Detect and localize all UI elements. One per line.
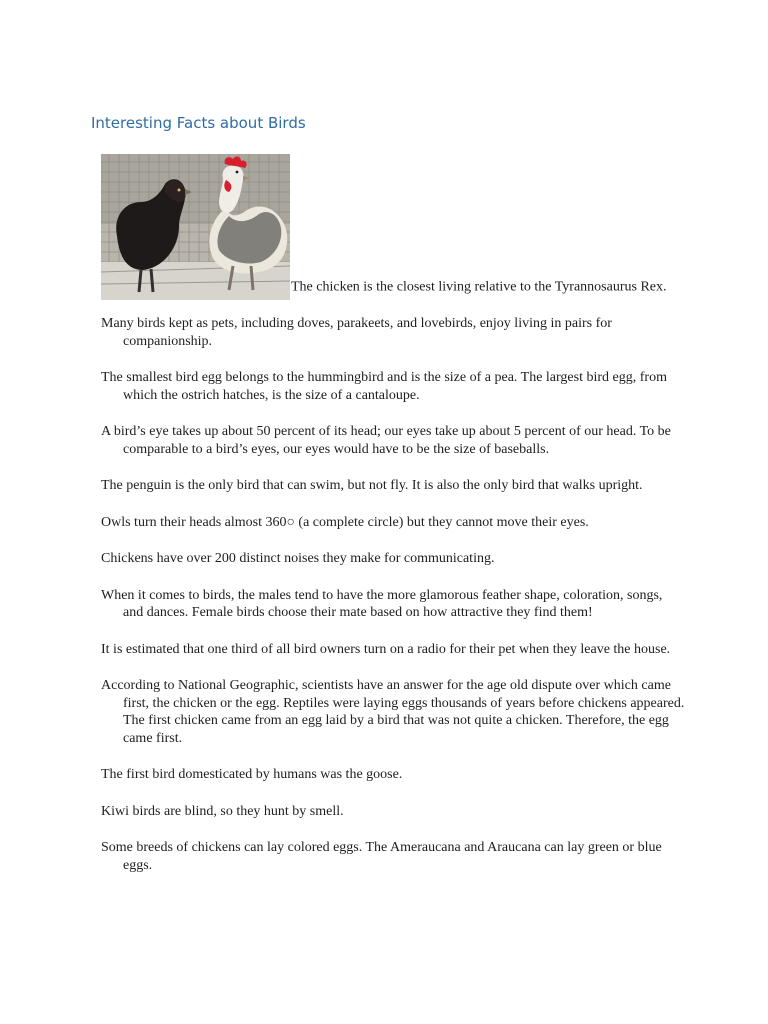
list-item: A bird’s eye takes up about 50 percent of its head; our eyes take up about 5 percent of our head. To be comparable to a bird’s eyes, our eyes would have to be the size of baseballs. <box>101 424 671 457</box>
list-item: Owls turn their heads almost 360○ (a complete circle) but they cannot move their eyes. <box>101 514 589 530</box>
fact-list <box>101 150 686 893</box>
chicken-photo-icon <box>101 154 290 300</box>
list-item: Chickens have over 200 distinct noises they make for communicating. <box>101 551 495 566</box>
list-item: The chicken is the closest living relative to the Tyrannosaurus Rex. <box>101 150 686 296</box>
list-item: When it comes to birds, the males tend to have the more glamorous feather shape, coloration, songs, and dances. Female birds choose their mate based on how attractive they find them! <box>101 587 663 620</box>
list-item: Many birds kept as pets, including doves, parakeets, and lovebirds, enjoy living in pairs for companionship. <box>101 316 612 349</box>
list-item: Kiwi birds are blind, so they hunt by smell. <box>101 803 344 819</box>
list-item: It is estimated that one third of all bird owners turn on a radio for their pet when they leave the house. <box>101 641 671 657</box>
list-item: The smallest bird egg belongs to the hummingbird and is the size of a pea. The largest bird egg, from which the ostrich hatches, is the size of a cantaloupe. <box>101 370 667 403</box>
list-item: The penguin is the only bird that can swim, but not fly. It is also the only bird that walks upright. <box>101 478 643 493</box>
list-item: The first bird domesticated by humans was the goose. <box>101 767 403 782</box>
list-item: Some breeds of chickens can lay colored eggs. The Ameraucana and Araucana can lay green or blue eggs. <box>101 840 662 873</box>
page-title: Interesting Facts about Birds <box>91 114 306 132</box>
list-item: According to National Geographic, scientists have an answer for the age old dispute over which came first, the chicken or the egg. Reptiles were laying eggs thousands of years before chickens appeared. The first chicken came from an egg laid by a bird that was not quite a chicken. Therefore, the egg came first. <box>101 678 685 746</box>
